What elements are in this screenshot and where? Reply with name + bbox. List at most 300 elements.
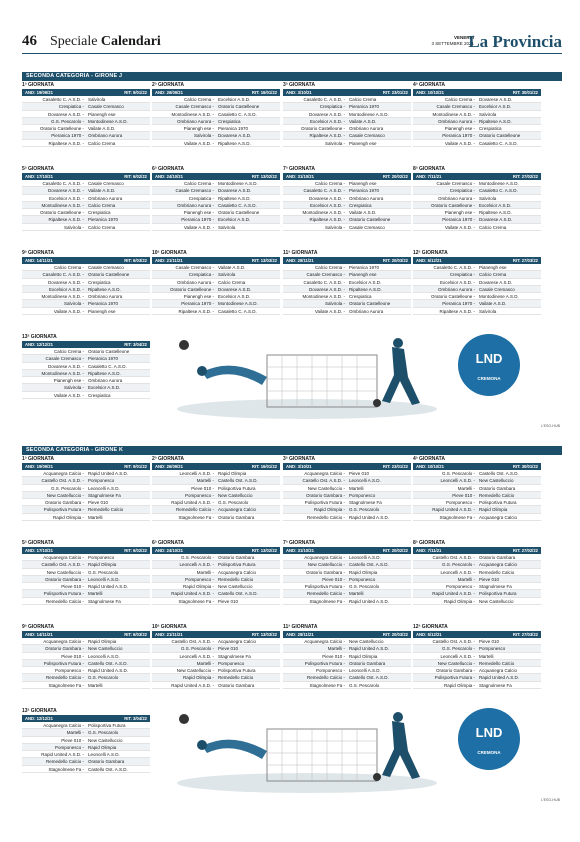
match-row (22, 264, 150, 271)
match-row (413, 554, 541, 561)
round-dates (152, 89, 280, 96)
away-team: Rapid United A.S.D. (88, 471, 129, 476)
away-team: Calcio Crema (349, 97, 377, 102)
and-date: AND: 12/12/21 (25, 342, 53, 347)
match-row (283, 561, 411, 568)
away-team: Ombriano Aurora (349, 126, 384, 132)
away-team: Pianengh ese (88, 308, 116, 314)
home-team: Ripaltese A.S.D. - (22, 216, 86, 222)
match-row (283, 514, 411, 521)
away-team: Oratorio Castelleone (88, 349, 130, 354)
match-row (283, 111, 411, 118)
match-row (283, 485, 411, 492)
home-team: Rapid United A.S.D. - (413, 590, 477, 596)
match-row (22, 737, 150, 744)
away-team: Polisportiva Futura (218, 485, 256, 491)
home-team: Casaletto C. A.S.D. - (283, 279, 347, 285)
match-row (413, 209, 541, 216)
home-team: Calcio Crema - (22, 348, 86, 354)
rit-date: RIT: 16/01/22 (251, 90, 277, 95)
round-name: 9ª GIORNATA (22, 624, 54, 630)
away-team: Leoncelli A.S.D. (88, 752, 120, 758)
home-team: Vailate A.S.D. - (152, 140, 216, 146)
group-block (22, 446, 562, 806)
round-dates (413, 463, 541, 470)
round-block (413, 624, 541, 689)
match-row (22, 674, 150, 681)
match-row (22, 729, 150, 736)
home-team: New Castelluccio - (22, 569, 86, 575)
match-row (413, 180, 541, 187)
away-team: Pieve 010 (479, 639, 500, 644)
home-team: Pieranica 1970 - (152, 216, 216, 222)
home-team: Polisportiva Futura - (22, 660, 86, 666)
home-team: Crespiatica - (413, 271, 477, 277)
away-team: Calcio Crema (88, 140, 116, 146)
home-team: Rapid Olimpia - (152, 583, 216, 589)
match-row (413, 271, 541, 278)
home-team: Ombriano Aurora - (152, 202, 216, 208)
away-team: Ombriano Aurora (88, 294, 123, 300)
round-name: 1ª GIORNATA (22, 456, 54, 462)
home-team: Dovarese A.S.D. - (283, 111, 347, 117)
match-row (152, 264, 280, 271)
match-row (283, 140, 411, 147)
match-row (152, 638, 280, 645)
away-team: Crespiatica (88, 279, 111, 285)
round-block (283, 82, 411, 147)
match-row (22, 308, 150, 315)
home-team: Casaletto C. A.S.D. - (413, 264, 477, 270)
away-team: Stagnolmese Fa (218, 653, 251, 659)
match-row (22, 209, 150, 216)
away-team: Martelli (349, 591, 364, 597)
match-row (283, 653, 411, 660)
home-team: New Castelluccio - (22, 492, 86, 498)
home-team: Acquanegra Calcio - (22, 554, 86, 560)
match-row (152, 506, 280, 513)
home-team: Casale Cremasco - (413, 180, 477, 186)
and-date: AND: 7/11/21 (416, 548, 442, 553)
match-row (152, 485, 280, 492)
goalkeeper-save-icon (172, 337, 442, 422)
rit-date: RIT: 3/04/22 (124, 342, 147, 347)
home-team: Rapid Olimpia - (413, 682, 477, 688)
home-team: Rapid Olimpia - (152, 674, 216, 680)
away-team: Casale Cremasco (479, 286, 515, 292)
match-row (22, 653, 150, 660)
home-team: Dovarese A.S.D. - (283, 195, 347, 201)
rit-date: RIT: 23/01/22 (382, 464, 408, 469)
match-row (413, 300, 541, 307)
away-team: New Castelluccio (479, 478, 514, 484)
lnd-badge (458, 708, 520, 770)
round-block (22, 334, 150, 399)
away-team: Acquanegra Calcio (479, 514, 518, 520)
match-row (22, 499, 150, 506)
home-team: Pianengh ese - (152, 209, 216, 215)
illustration-credit: L'ESO-HUB (540, 798, 560, 802)
match-row (152, 180, 280, 187)
lnd-badge-sub: CREMONA (477, 376, 501, 381)
and-date: AND: 10/10/21 (416, 464, 444, 469)
match-row (413, 514, 541, 521)
match-row (22, 682, 150, 689)
match-row (22, 744, 150, 751)
away-team: Crespiatica (479, 126, 502, 132)
away-team: Acquanegra Calcio (479, 562, 518, 568)
home-team: Acquanegra Calcio - (22, 470, 86, 476)
match-row (22, 125, 150, 132)
round-dates (22, 631, 150, 638)
away-team: Acquanegra Calcio (218, 569, 257, 575)
round-block (413, 456, 541, 521)
away-team: Ripaltese A.S.D. (218, 140, 251, 146)
and-date: AND: 31/10/21 (286, 174, 314, 179)
home-team: Pomponesco - (22, 744, 86, 750)
match-row (22, 132, 150, 139)
away-team: Dovarese A.S.D. (479, 217, 513, 223)
match-row (413, 308, 541, 315)
match-row (22, 293, 150, 300)
rit-date: RIT: 9/01/22 (124, 90, 147, 95)
match-row (22, 722, 150, 729)
away-team: Salvirola (479, 195, 497, 201)
away-team: Pieve 010 (349, 471, 370, 476)
away-team: Montodinese A.S.D. (479, 294, 519, 300)
away-team: Rapid United A.S.D. (88, 584, 129, 590)
home-team: Rapid Olimpia - (22, 514, 86, 520)
match-row (152, 216, 280, 223)
round-dates (22, 173, 150, 180)
home-team: Ripaltese A.S.D. - (413, 308, 477, 314)
match-row (283, 674, 411, 681)
home-team: Oratorio Gambara - (413, 667, 477, 673)
away-team: Excelsior A.S.D. (218, 97, 251, 102)
match-row (22, 187, 150, 194)
match-row (413, 111, 541, 118)
issue-day: VENERDÌ (453, 35, 474, 40)
away-team: Oratorio Castelleone (349, 217, 391, 223)
away-team: Excelsior A.S.D. (479, 202, 512, 208)
match-row (22, 224, 150, 231)
match-row (413, 264, 541, 271)
away-team: Castello Ost. A.S.D. (218, 478, 258, 484)
home-team: Oratorio Gambara - (22, 645, 86, 651)
round-name: 10ª GIORNATA (152, 250, 187, 256)
away-team: Calcio Crema (88, 202, 116, 208)
home-team: Casaletto C. A.S.D. - (22, 271, 86, 277)
round-dates (283, 547, 411, 554)
round-name: 12ª GIORNATA (413, 250, 448, 256)
match-row (22, 477, 150, 484)
match-row (152, 561, 280, 568)
away-team: Rapid United A.S.D. (349, 646, 390, 652)
away-team: Remedello Calcio (479, 660, 515, 666)
away-team: Castello Ost. A.S.D. (479, 471, 519, 476)
match-row (283, 569, 411, 576)
away-team: Dovarese A.S.D. (218, 133, 252, 139)
round-block (283, 250, 411, 315)
away-team: Martelli (88, 682, 103, 688)
match-row (413, 485, 541, 492)
round-dates (22, 341, 150, 348)
home-team: Casaletto C. A.S.D. - (22, 180, 86, 186)
match-row (283, 554, 411, 561)
away-team: Pianengh ese (349, 272, 377, 278)
home-team: Dovarese A.S.D. - (22, 111, 86, 117)
home-team: Acquanegra Calcio - (22, 638, 86, 644)
home-team: Salvirola - (283, 300, 347, 306)
match-row (283, 308, 411, 315)
home-team: New Castelluccio - (283, 561, 347, 567)
home-team: Calcio Crema - (22, 264, 86, 270)
round-dates (22, 547, 150, 554)
away-team: Rapid United A.S.D. (349, 598, 390, 604)
match-row (22, 561, 150, 568)
home-team: Calcio Crema - (283, 264, 347, 270)
home-team: Montodinese A.S.D. - (283, 209, 347, 215)
round-name: 4ª GIORNATA (413, 456, 445, 462)
away-team: Calcio Crema (218, 279, 246, 285)
round-name: 3ª GIORNATA (283, 456, 315, 462)
home-team: Leoncelli A.S.D. - (152, 653, 216, 659)
and-date: AND: 28/11/21 (286, 632, 314, 637)
home-team: Pomponesco - (22, 667, 86, 673)
match-row (283, 180, 411, 187)
home-team: Calcio Crema - (413, 96, 477, 102)
lnd-badge-text: LND (475, 725, 503, 740)
and-date: AND: 5/12/21 (416, 258, 442, 263)
rit-date: RIT: 20/02/22 (382, 548, 408, 553)
round-dates (283, 631, 411, 638)
away-team: Rapid Olimpia (349, 569, 378, 575)
home-team: Stagnolmese Fa - (413, 514, 477, 520)
rit-date: RIT: 27/03/22 (512, 258, 538, 263)
home-team: Stagnolmese Fa - (152, 598, 216, 604)
home-team: Rapid United A.S.D. - (22, 751, 86, 757)
home-team: Pieve 010 - (152, 485, 216, 491)
home-team: Dovarese A.S.D. - (283, 286, 347, 292)
round-block (152, 456, 280, 521)
home-team: Oratorio Castelleone - (413, 202, 477, 208)
away-team: Polisportiva Futura (479, 500, 517, 506)
home-team: Oratorio Gambara - (22, 499, 86, 505)
and-date: AND: 3/10/21 (286, 90, 312, 95)
match-row (22, 195, 150, 202)
away-team: Vailate A.S.D. (88, 126, 116, 132)
round-dates (152, 257, 280, 264)
home-team: Dovarese A.S.D. - (22, 187, 86, 193)
match-row (22, 118, 150, 125)
home-team: Ombriano Aurora - (413, 286, 477, 292)
away-team: Casale Cremasco (349, 224, 385, 230)
away-team: Pieranica 1970 (349, 104, 380, 110)
home-team: Pieve 010 - (22, 583, 86, 589)
home-team: Crespiatica - (283, 103, 347, 109)
away-team: Casaletto C. A.S.D. (479, 188, 518, 194)
home-team: New Castelluccio - (152, 667, 216, 673)
home-team: Salvirola - (22, 384, 86, 390)
away-team: Ombriano Aurora (88, 195, 123, 201)
match-row (22, 286, 150, 293)
issue-full-date: 3 SETTEMBRE 2021 (431, 41, 474, 46)
home-team: Pomponesco - (152, 492, 216, 498)
away-team: Acquanegra Calcio (218, 639, 257, 644)
match-row (283, 645, 411, 652)
match-row (413, 583, 541, 590)
home-team: Casale Cremasco - (22, 355, 86, 361)
round-name: 5ª GIORNATA (22, 166, 54, 172)
home-team: Ripaltese A.S.D. - (283, 216, 347, 222)
away-team: Polisportiva Futura (88, 723, 126, 728)
match-row (22, 569, 150, 576)
away-team: Oratorio Gambara (349, 660, 386, 666)
away-team: Martelli (349, 485, 364, 491)
match-row (22, 348, 150, 355)
away-team: Pieranica 1970 (218, 126, 249, 132)
home-team: Stagnolmese Fa - (22, 682, 86, 688)
home-team: Casaletto C. A.S.D. - (22, 96, 86, 102)
match-row (152, 653, 280, 660)
round-block (152, 82, 280, 147)
match-row (283, 187, 411, 194)
away-team: Leoncelli A.S.D. (88, 653, 120, 659)
home-team: Martelli - (413, 576, 477, 582)
home-team: G.S. Pescarolo - (152, 645, 216, 651)
home-team: Martelli - (413, 485, 477, 491)
home-team: Remedello Calcio - (283, 590, 347, 596)
away-team: Montodinese A.S.D. (218, 181, 258, 186)
away-team: Vailate A.S.D. (88, 188, 116, 194)
match-row (152, 279, 280, 286)
and-date: AND: 7/11/21 (416, 174, 442, 179)
match-row (413, 202, 541, 209)
match-row (283, 279, 411, 286)
home-team: Salvirola - (283, 224, 347, 230)
match-row (413, 118, 541, 125)
home-team: Salvirola - (22, 224, 86, 230)
away-team: Ombriano Aurora (88, 133, 123, 139)
away-team: Pianengh ese (349, 181, 377, 186)
away-team: G.S. Pescarolo (349, 584, 380, 590)
match-row (22, 470, 150, 477)
match-row (413, 598, 541, 605)
round-block (283, 540, 411, 605)
home-team: Leoncelli A.S.D. - (152, 470, 216, 476)
rit-date: RIT: 27/03/22 (512, 632, 538, 637)
round-block (22, 82, 150, 147)
home-team: Rapid Olimpia - (283, 506, 347, 512)
home-team: Pianengh ese - (152, 125, 216, 131)
home-team: Oratorio Castelleone - (22, 125, 86, 131)
away-team: Polisportiva Futura (218, 562, 256, 568)
away-team: Dovarese A.S.D. (479, 97, 513, 102)
round-block (152, 624, 280, 689)
lnd-badge (458, 334, 520, 396)
round-name: 12ª GIORNATA (413, 624, 448, 630)
home-team: Vailate A.S.D. - (413, 140, 477, 146)
home-team: Castello Ost. A.S.D. - (283, 477, 347, 483)
match-row (152, 569, 280, 576)
home-team: Remedello Calcio - (283, 514, 347, 520)
home-team: New Castelluccio - (283, 485, 347, 491)
away-team: Stagnolmese Fa (88, 598, 121, 604)
home-team: Leoncelli A.S.D. - (413, 653, 477, 659)
match-row (152, 598, 280, 605)
home-team: Excelsior A.S.D. - (22, 195, 86, 201)
away-team: Remedello Calcio (88, 507, 124, 513)
away-team: Pianengh ese (349, 140, 377, 146)
lnd-badge-sub: CREMONA (477, 750, 501, 755)
match-row (413, 638, 541, 645)
home-team: Remedello Calcio - (152, 506, 216, 512)
round-block (152, 250, 280, 315)
home-team: Salvirola - (22, 300, 86, 306)
match-row (413, 96, 541, 103)
away-team: Oratorio Gambara (218, 555, 255, 560)
home-team: Dovarese A.S.D. - (22, 363, 86, 369)
section-title-a: Speciale (50, 34, 98, 49)
match-row (152, 470, 280, 477)
away-team: Excelsior A.S.D. (479, 104, 512, 110)
and-date: AND: 5/12/21 (416, 632, 442, 637)
away-team: Polisportiva Futura (479, 591, 517, 597)
match-row (283, 506, 411, 513)
home-team: Acquanegra Calcio - (22, 722, 86, 728)
match-row (152, 125, 280, 132)
match-row (152, 187, 280, 194)
round-block (413, 166, 541, 231)
match-row (413, 187, 541, 194)
match-row (22, 216, 150, 223)
home-team: Ombriano Aurora - (152, 118, 216, 124)
away-team: Casale Cremasco (88, 181, 124, 186)
match-row (22, 506, 150, 513)
page-number: 46 (22, 33, 37, 49)
away-team: Rapid Olimpia (349, 653, 378, 659)
match-row (413, 667, 541, 674)
match-row (413, 216, 541, 223)
and-date: AND: 21/11/21 (155, 258, 183, 263)
home-team: Excelsior A.S.D. - (413, 279, 477, 285)
home-team: Polisportiva Futura - (413, 674, 477, 680)
round-dates (22, 715, 150, 722)
match-row (283, 202, 411, 209)
away-team: Pomponesco (349, 576, 376, 582)
home-team: Excelsior A.S.D. - (22, 286, 86, 292)
home-team: Remedello Calcio - (22, 598, 86, 604)
away-team: Castello Ost. A.S.D. (88, 766, 128, 772)
match-row (152, 118, 280, 125)
home-team: Pieve 010 - (22, 737, 86, 743)
away-team: Polisportiva Futura (218, 668, 256, 674)
rit-date: RIT: 13/03/22 (251, 632, 277, 637)
home-team: Leoncelli A.S.D. - (152, 561, 216, 567)
match-row (283, 492, 411, 499)
round-dates (152, 463, 280, 470)
round-block (22, 708, 150, 773)
home-team: Pomponesco - (413, 499, 477, 505)
group-block (22, 72, 562, 432)
match-row (22, 140, 150, 147)
away-team: G.S. Pescarolo (88, 730, 119, 736)
away-team: Rapid Olimpia (88, 562, 117, 568)
home-team: Martelli - (283, 645, 347, 651)
page-header (22, 32, 562, 54)
away-team: Martelli (88, 591, 103, 597)
match-row (283, 682, 411, 689)
